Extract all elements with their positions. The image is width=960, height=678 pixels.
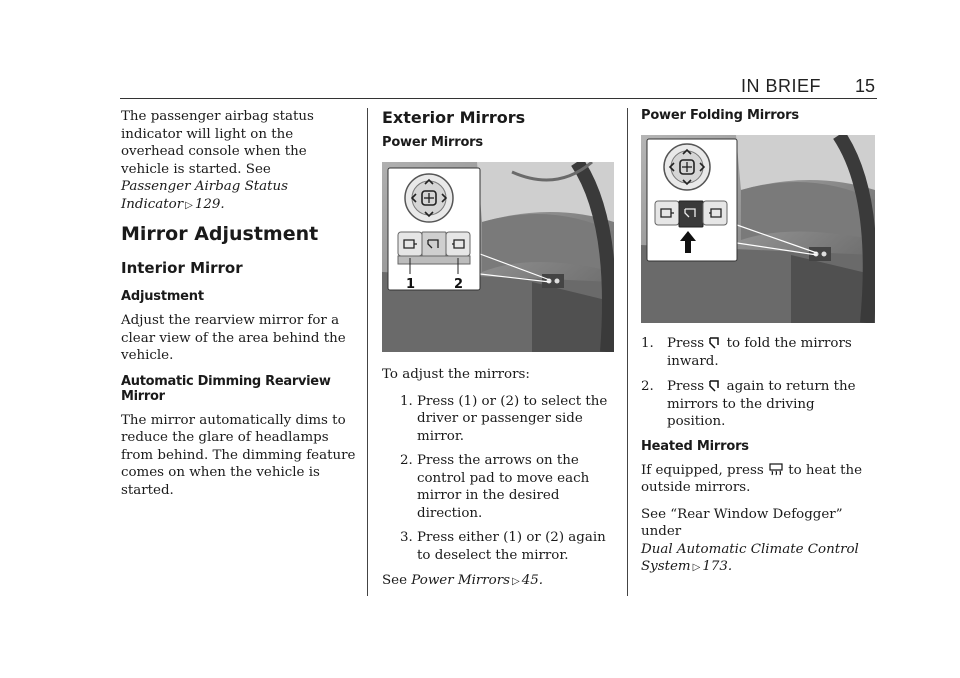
column-divider	[627, 108, 628, 596]
adjustment-heading: Adjustment	[121, 289, 204, 304]
mirror-adjustment-heading: Mirror Adjustment	[121, 223, 319, 245]
power-mirror-controls-illustration	[382, 162, 614, 352]
heated-mirrors-text: If equipped, press to heat the outside mirrors.	[641, 462, 863, 495]
power-mirrors-heading: Power Mirrors	[382, 135, 483, 150]
list-item: 1. Press (1) or (2) to select the driver or passenger side mirror.	[400, 393, 608, 444]
section-title: IN BRIEF	[740, 76, 821, 96]
rear-defog-icon	[769, 463, 783, 476]
auto-dimming-text: The mirror automatically dims to reduce the glare of headlamps from behind. The dimming feature comes on when the vehicle is started.	[121, 412, 356, 498]
airbag-paragraph: The passenger airbag status indicator will light on the overhead console when the vehicle is started. See Passenger Airbag Status Indicator ▷ 129.	[121, 109, 314, 212]
adjust-intro: To adjust the mirrors:	[382, 367, 530, 382]
mirror-fold-icon	[709, 336, 721, 349]
mirror-fold-icon	[709, 379, 721, 392]
exterior-mirrors-heading: Exterior Mirrors	[382, 108, 526, 127]
page-reference-arrow-icon: ▷	[692, 562, 701, 573]
climate-control-reference-page[interactable]: 173.	[702, 559, 733, 574]
list-item: 1. Press to fold the mirrors inward.	[641, 336, 852, 369]
figure-label-1: 1	[406, 277, 416, 292]
page-reference-arrow-icon: ▷	[185, 199, 193, 211]
figure-label-2: 2	[454, 277, 464, 292]
list-item: 2. Press again to return the mirrors to the driving position.	[641, 379, 856, 429]
column-divider	[367, 108, 368, 596]
auto-dimming-heading: Automatic Dimming Rearview Mirror	[121, 373, 331, 404]
door-panel-photo	[641, 135, 875, 323]
power-folding-mirrors-heading: Power Folding Mirrors	[641, 108, 799, 123]
power-mirrors-reference-page[interactable]: 45.	[521, 573, 544, 588]
folding-steps	[641, 335, 877, 431]
list-item: 3. Press either (1) or (2) again to deselect the mirror.	[400, 530, 606, 563]
adjust-steps	[382, 393, 618, 565]
column-1	[121, 108, 356, 508]
door-panel-photo	[382, 162, 614, 352]
heated-mirrors-heading: Heated Mirrors	[641, 438, 749, 454]
airbag-reference-page[interactable]: 129	[194, 196, 221, 212]
defogger-see: See “Rear Window Defogger” under Dual Automatic Climate Control System ▷ 173.	[641, 506, 859, 574]
page-number: 15	[854, 76, 875, 96]
column-2	[382, 108, 618, 600]
power-mirrors-reference[interactable]: Power Mirrors	[411, 573, 511, 588]
interior-mirror-heading: Interior Mirror	[121, 259, 243, 277]
column-3	[641, 108, 877, 586]
page-reference-arrow-icon: ▷	[512, 576, 520, 587]
airbag-reference[interactable]: Passenger Airbag Status Indicator	[121, 179, 288, 212]
power-folding-controls-illustration	[641, 135, 875, 323]
adjustment-text: Adjust the rearview mirror for a clear view of the area behind the vehicle.	[121, 313, 346, 363]
climate-control-reference[interactable]: Dual Automatic Climate Control System	[641, 541, 859, 574]
list-item: 2. Press the arrows on the control pad to move each mirror in the desired direction.	[400, 453, 590, 521]
page-header	[120, 70, 877, 99]
power-mirrors-see: See Power Mirrors ▷ 45.	[382, 573, 544, 588]
